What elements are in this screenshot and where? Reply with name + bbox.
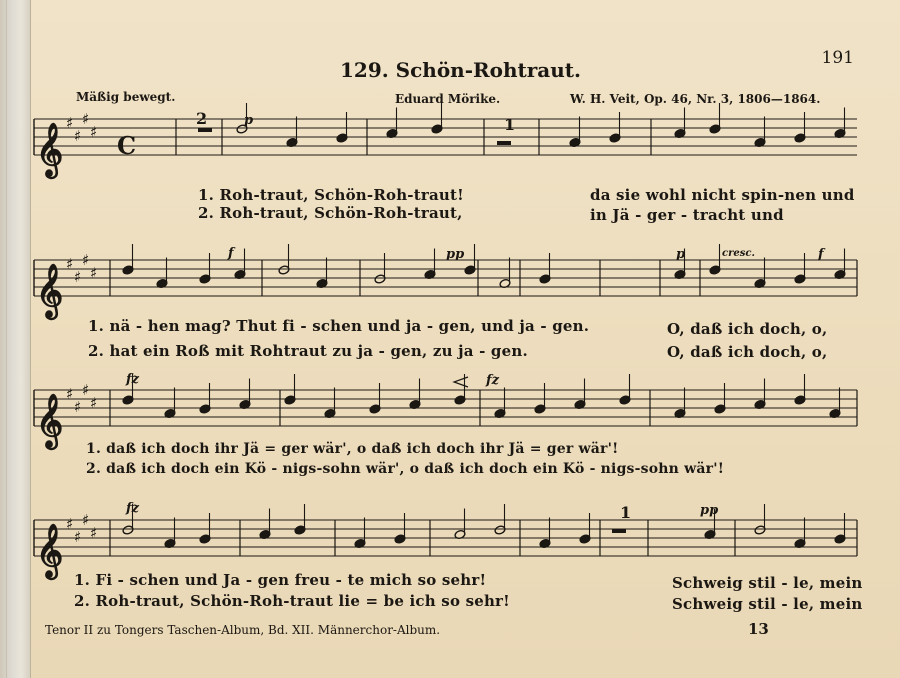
dynamic-marking: pp — [700, 503, 719, 518]
dynamic-marking: fz — [126, 501, 139, 516]
rest-count: 1 — [620, 503, 632, 522]
dynamic-marking: fz — [126, 372, 139, 387]
lyric-line: 1. daß ich doch ihr Jä = ger wär', o daß ich doch ihr Jä = ger wär'! — [86, 441, 619, 457]
treble-clef-icon: 𝄞 — [36, 122, 64, 176]
poet-credit: Eduard Mörike. — [395, 92, 501, 106]
treble-clef-icon: 𝄞 — [36, 523, 64, 577]
sharp-icon: ♯ — [90, 394, 98, 412]
sharp-icon: ♯ — [82, 110, 90, 128]
rest-icon — [612, 529, 626, 533]
lyric-line: O, daß ich doch, o, — [667, 320, 828, 338]
dynamic-marking: f — [818, 247, 824, 262]
lyric-line: da sie wohl nicht spin-nen und — [590, 186, 855, 204]
lyric-line: 1. Fi - schen und Ja - gen freu - te mich so sehr! — [74, 571, 487, 589]
sharp-icon: ♯ — [90, 123, 98, 141]
lyric-line: 2. Roh-traut, Schön-Roh-traut lie = be ich so sehr! — [74, 592, 510, 610]
footer-caption: Tenor II zu Tongers Taschen-Album, Bd. XII. Männerchor-Album. — [45, 623, 441, 637]
song-title: 129. Schön-Rohtraut. — [340, 58, 581, 82]
lyric-line: in Jä - ger - tracht und — [590, 206, 784, 224]
rest-icon — [497, 141, 511, 145]
lyric-line: Schweig stil - le, mein — [672, 574, 863, 592]
sharp-icon: ♯ — [74, 398, 82, 416]
lyric-line: O, daß ich doch, o, — [667, 343, 828, 361]
sharp-icon: ♯ — [90, 264, 98, 282]
sharp-icon: ♯ — [74, 528, 82, 546]
treble-clef-icon: 𝄞 — [36, 393, 64, 447]
lyric-line: Schweig stil - le, mein — [672, 595, 863, 613]
common-time-icon: C — [117, 131, 137, 160]
rest-icon — [198, 128, 212, 132]
crescendo-hairpin — [454, 377, 468, 387]
dynamic-marking: pp — [446, 247, 465, 262]
sharp-icon: ♯ — [90, 524, 98, 542]
sharp-icon: ♯ — [74, 268, 82, 286]
tempo-marking: Mäßig bewegt. — [76, 90, 176, 104]
sharp-icon: ♯ — [82, 511, 90, 529]
treble-clef-icon: 𝄞 — [36, 263, 64, 317]
sharp-icon: ♯ — [66, 515, 74, 533]
sharp-icon: ♯ — [82, 381, 90, 399]
composer-credit: W. H. Veit, Op. 46, Nr. 3, 1806—1864. — [570, 92, 821, 106]
sharp-icon: ♯ — [66, 255, 74, 273]
sharp-icon: ♯ — [74, 127, 82, 145]
lyric-line: 2. Roh-traut, Schön-Roh-traut, — [198, 204, 463, 222]
sheet-signature: 13 — [748, 620, 769, 638]
dynamic-marking: fz — [486, 373, 499, 388]
page-number: 191 — [821, 48, 854, 68]
sharp-icon: ♯ — [66, 114, 74, 132]
rest-count: 1 — [504, 115, 516, 134]
dynamic-marking: p — [244, 113, 254, 128]
lyric-line: 2. hat ein Roß mit Rohtraut zu ja - gen, zu ja - gen. — [88, 342, 528, 360]
dynamic-marking: cresc. — [722, 248, 755, 259]
dynamic-marking: p — [676, 247, 686, 262]
lyric-line: 2. daß ich doch ein Kö - nigs-sohn wär', o daß ich doch ein Kö - nigs-sohn wär'! — [86, 461, 725, 477]
rest-count: 2 — [196, 109, 208, 128]
sharp-icon: ♯ — [82, 251, 90, 269]
lyric-line: 1. nä - hen mag? Thut fi - schen und ja - gen, und ja - gen. — [88, 317, 590, 335]
dynamic-marking: f — [228, 246, 234, 261]
lyric-line: 1. Roh-traut, Schön-Roh-traut! — [198, 186, 464, 204]
sharp-icon: ♯ — [66, 385, 74, 403]
